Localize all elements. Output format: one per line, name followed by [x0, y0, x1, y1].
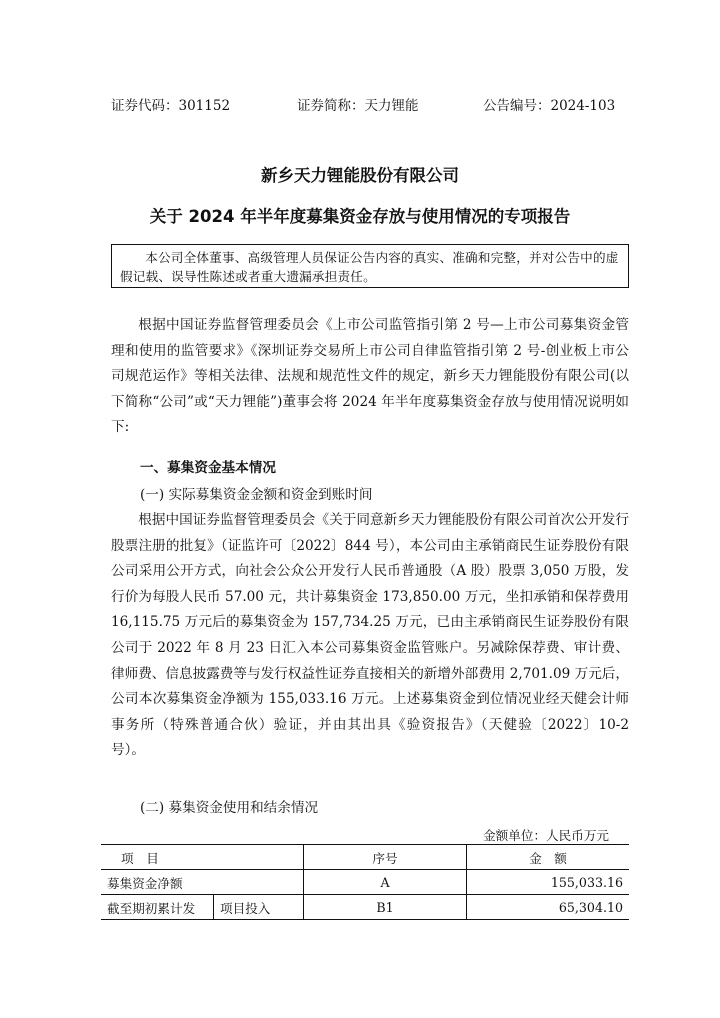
row-item: 截至期初累计发: [101, 895, 214, 920]
stock-short-name: 证券简称：天力锂能: [297, 98, 419, 114]
table-row: [101, 895, 629, 920]
row-no: A: [304, 870, 467, 895]
row-subitem: 项目投入: [214, 895, 304, 920]
row-no: B1: [304, 895, 467, 920]
header-no: 序号: [304, 845, 467, 870]
row-amount: 155,033.16: [467, 870, 630, 895]
fund-usage-table: [101, 844, 629, 920]
document-header: [111, 94, 616, 114]
table-header-row: [101, 845, 629, 870]
fund-paragraph: [111, 508, 629, 764]
subsection-heading-1: (一) 实际募集资金金额和资金到账时间: [140, 487, 373, 503]
intro-paragraph: [111, 313, 629, 441]
intro-text: 根据中国证券监督管理委员会《上市公司监管指引第 2 号—上市公司募集资金管理和使用的监管要求》《深圳证券交易所上市公司自律监管指引第 2 号-创业板上市公司规范运作》等相关法律、法规和规范性文件的规定，新乡天力锂能股份有限公司(以下简称“公司”或“天力锂能”)董事会将 2024 年半年度募集资金存放与使用情况说明如下:: [111, 317, 629, 436]
row-amount: 65,304.10: [467, 895, 630, 920]
row-item: 募集资金净额: [101, 870, 304, 895]
table-row: [101, 870, 629, 895]
notice-number: 公告编号：2024-103: [483, 98, 616, 114]
fund-text: 根据中国证券监督管理委员会《关于同意新乡天力锂能股份有限公司首次公开发行股票注册的批复》（证监许可〔2022〕844 号），本公司由主承销商民生证券股份有限公司采用公开方式，向社会公众公开发行人民币普通股（A 股）股票 3,050 万股，发行价为每股人民币 57.00 元，共计募集资金 173,850.00 万元，坐扣承销和保荐费用 16,115.75 万元后的募集资金为 157,734.25 万元，已由主承销商民生证券股份有限公司于 2022 年 8 月 23 日汇入本公司募集资金监管账户。另减除保荐费、审计费、律师费、信息披露费等与发行权益性证券直接相关的新增外部费用 2,701.09 万元后，公司本次募集资金净额为 155,033.16 万元。上述募集资金到位情况业经天健会计师事务所（特殊普通合伙）验证，并由其出具《验资报告》（天健验〔2022〕10-2 号）。: [111, 512, 629, 759]
company-title: 新乡天力锂能股份有限公司: [261, 166, 459, 185]
report-title: 关于 2024 年半年度募集资金存放与使用情况的专项报告: [149, 207, 571, 226]
amount-unit-label: 金额单位：人民币万元: [483, 828, 609, 843]
section-heading: 一、募集资金基本情况: [140, 460, 276, 476]
subsection-heading-2: (二) 募集资金使用和结余情况: [140, 800, 319, 816]
stock-code: 证券代码：301152: [111, 98, 231, 114]
notice-box: 本公司全体董事、高级管理人员保证公告内容的真实、准确和完整，并对公告中的虚假记载、误导性陈述或者重大遗漏承担责任。: [111, 244, 629, 288]
header-item: 项 目: [101, 845, 304, 870]
header-amount: 金 额: [467, 845, 630, 870]
